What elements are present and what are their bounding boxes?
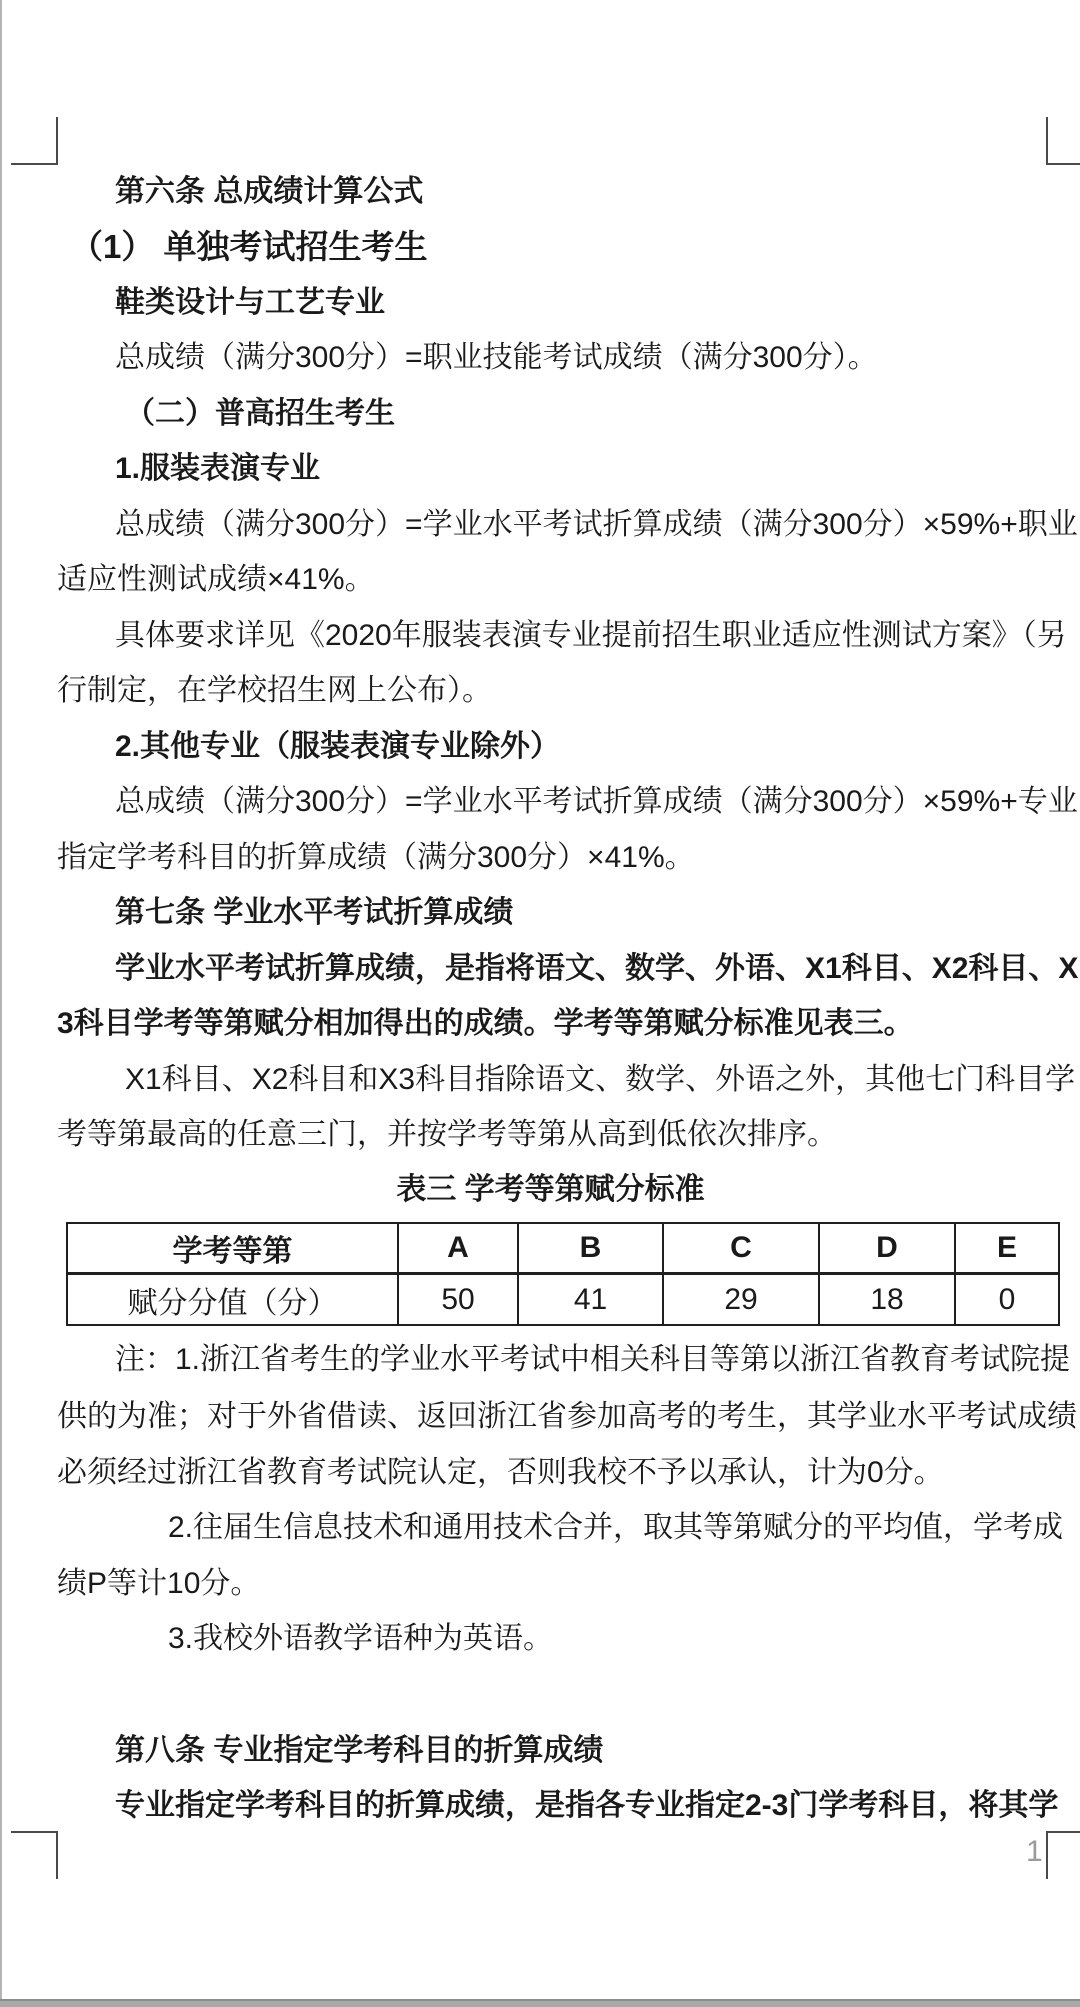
shoe-major-formula: 总成绩（满分300分）=职业技能考试成绩（满分300分）。 bbox=[115, 341, 878, 374]
table-score-row bbox=[67, 1274, 1059, 1326]
item-1-heading: （1） 单独考试招生考生 bbox=[70, 228, 428, 265]
table-score-a: 50 bbox=[398, 1274, 518, 1326]
table-header-grade-c: C bbox=[663, 1223, 819, 1274]
margin-crop-mark-bottom-right bbox=[1046, 1831, 1080, 1879]
article-7-body-line-1: 学业水平考试折算成绩，是指将语文、数学、外语、X1科目、X2科目、X bbox=[115, 952, 1079, 985]
article-8-body-line-1: 专业指定学考科目的折算成绩，是指各专业指定2-3门学考科目，将其学 bbox=[115, 1789, 1059, 1822]
article-8-heading: 第八条 专业指定学考科目的折算成绩 bbox=[115, 1734, 604, 1767]
table-header-grade-d: D bbox=[819, 1223, 955, 1274]
section-2-heading: （二）普高招生考生 bbox=[125, 397, 395, 430]
shoe-major-heading: 鞋类设计与工艺专业 bbox=[115, 286, 385, 319]
page-left-edge bbox=[0, 0, 2, 2007]
fashion-note-line-2: 行制定，在学校招生网上公布）。 bbox=[57, 674, 492, 707]
fashion-major-heading: 1.服装表演专业 bbox=[115, 452, 321, 485]
fashion-formula-line-1: 总成绩（满分300分）=学业水平考试折算成绩（满分300分）×59%+职业 bbox=[115, 508, 1078, 541]
margin-crop-mark-top-left bbox=[11, 117, 58, 165]
other-formula-line-1: 总成绩（满分300分）=学业水平考试折算成绩（满分300分）×59%+专业 bbox=[115, 785, 1078, 818]
other-formula-line-2: 指定学考科目的折算成绩（满分300分）×41%。 bbox=[57, 841, 695, 874]
table-score-e: 0 bbox=[955, 1274, 1059, 1326]
article-7-heading: 第七条 学业水平考试折算成绩 bbox=[115, 896, 514, 929]
table-header-row bbox=[67, 1223, 1059, 1274]
table-note-1-line-3: 必须经过浙江省教育考试院认定，否则我校不予以承认，计为0分。 bbox=[57, 1456, 944, 1489]
fashion-note-line-1: 具体要求详见《2020年服装表演专业提前招生职业适应性测试方案》（另 bbox=[115, 619, 1067, 652]
grade-score-table bbox=[66, 1222, 1060, 1326]
viewer-bottom-bar bbox=[0, 1999, 1080, 2007]
fashion-formula-line-2: 适应性测试成绩×41%。 bbox=[57, 563, 375, 596]
article-7-body-line-4: 考等第最高的任意三门，并按学考等第从高到低依次排序。 bbox=[57, 1118, 837, 1151]
table-score-c: 29 bbox=[663, 1274, 819, 1326]
table-score-d: 18 bbox=[819, 1274, 955, 1326]
article-6-heading: 第六条 总成绩计算公式 bbox=[115, 175, 424, 208]
article-7-body-line-2: 3科目学考等第赋分相加得出的成绩。学考等第赋分标准见表三。 bbox=[57, 1007, 914, 1040]
table-score-b: 41 bbox=[518, 1274, 663, 1326]
other-major-heading: 2.其他专业（服装表演专业除外） bbox=[115, 730, 561, 763]
page-number: 1 bbox=[1026, 1835, 1043, 1868]
table-header-grade-e: E bbox=[955, 1223, 1059, 1274]
table-note-1-line-2: 供的为准；对于外省借读、返回浙江省参加高考的考生，其学业水平考试成绩 bbox=[57, 1400, 1077, 1433]
margin-crop-mark-bottom-left bbox=[11, 1831, 58, 1879]
table-score-label: 赋分分值（分） bbox=[67, 1274, 398, 1326]
table-note-1-line-1: 注：1.浙江省考生的学业水平考试中相关科目等第以浙江省教育考试院提 bbox=[115, 1343, 1071, 1376]
table-3-title: 表三 学考等第赋分标准 bbox=[396, 1173, 705, 1206]
table-note-2-line-1: 2.往届生信息技术和通用技术合并，取其等第赋分的平均值，学考成 bbox=[168, 1511, 1064, 1544]
table-note-3: 3.我校外语教学语种为英语。 bbox=[168, 1622, 554, 1655]
table-header-grade-a: A bbox=[398, 1223, 518, 1274]
article-7-body-line-3: X1科目、X2科目和X3科目指除语文、数学、外语之外，其他七门科目学 bbox=[125, 1063, 1076, 1096]
margin-crop-mark-top-right bbox=[1046, 117, 1080, 165]
table-header-grade-b: B bbox=[518, 1223, 663, 1274]
table-note-2-line-2: 绩P等计10分。 bbox=[57, 1567, 261, 1600]
table-header-grade-label: 学考等第 bbox=[67, 1223, 398, 1274]
